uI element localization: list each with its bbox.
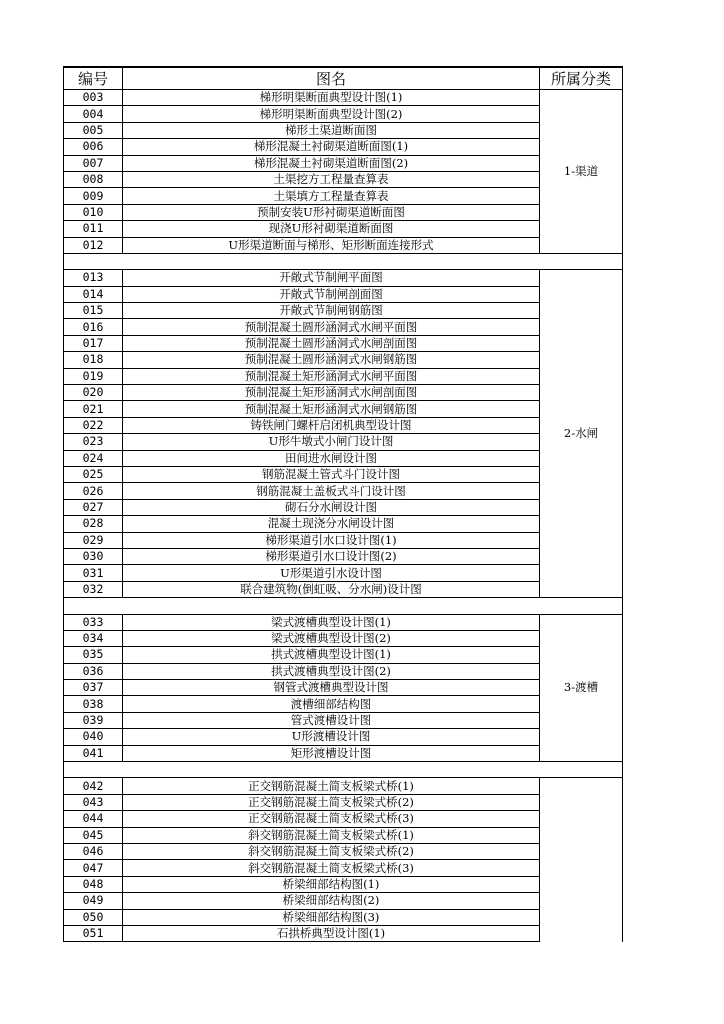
drawing-name: 渡槽细部结构图 bbox=[123, 696, 540, 712]
drawing-index-table bbox=[63, 66, 623, 942]
drawing-number: 036 bbox=[64, 663, 123, 679]
drawing-number: 045 bbox=[64, 827, 123, 843]
drawing-number: 039 bbox=[64, 712, 123, 728]
drawing-number: 030 bbox=[64, 548, 123, 564]
drawing-number: 019 bbox=[64, 368, 123, 384]
table-row bbox=[64, 680, 623, 696]
table-row bbox=[64, 417, 623, 433]
drawing-name: 钢筋混凝土管式斗门设计图 bbox=[123, 466, 540, 482]
drawing-name: 管式渡槽设计图 bbox=[123, 712, 540, 728]
table-row bbox=[64, 188, 623, 204]
table-row bbox=[64, 221, 623, 237]
group-separator-row bbox=[64, 253, 623, 269]
table-row bbox=[64, 696, 623, 712]
drawing-number: 014 bbox=[64, 286, 123, 302]
table-row bbox=[64, 876, 623, 892]
drawing-number: 018 bbox=[64, 352, 123, 368]
drawing-name: 梯形混凝土衬砌渠道断面图(1) bbox=[123, 139, 540, 155]
drawing-name: 土渠挖方工程量查算表 bbox=[123, 171, 540, 187]
drawing-name: 正交钢筋混凝土简支板梁式桥(3) bbox=[123, 811, 540, 827]
drawing-name: 土渠填方工程量查算表 bbox=[123, 188, 540, 204]
drawing-number: 007 bbox=[64, 155, 123, 171]
drawing-name: U形渠道引水设计图 bbox=[123, 565, 540, 581]
drawing-name: 斜交钢筋混凝土简支板梁式桥(3) bbox=[123, 860, 540, 876]
table-row bbox=[64, 581, 623, 597]
table-row bbox=[64, 106, 623, 122]
table-row bbox=[64, 434, 623, 450]
table-row bbox=[64, 745, 623, 761]
group-separator-row bbox=[64, 762, 623, 778]
drawing-name: 梯形渠道引水口设计图(1) bbox=[123, 532, 540, 548]
drawing-number: 024 bbox=[64, 450, 123, 466]
table-row bbox=[64, 843, 623, 859]
table-row bbox=[64, 286, 623, 302]
table-row bbox=[64, 450, 623, 466]
category-cell: 1-渠道 bbox=[540, 90, 623, 254]
drawing-number: 026 bbox=[64, 483, 123, 499]
header-category: 所属分类 bbox=[540, 67, 623, 90]
drawing-number: 020 bbox=[64, 385, 123, 401]
table-row bbox=[64, 237, 623, 253]
category-cell: 2-水闸 bbox=[540, 270, 623, 598]
drawing-name: 桥梁细部结构图(1) bbox=[123, 876, 540, 892]
drawing-name: 梯形明渠断面典型设计图(2) bbox=[123, 106, 540, 122]
drawing-number: 012 bbox=[64, 237, 123, 253]
drawing-number: 015 bbox=[64, 303, 123, 319]
table-row bbox=[64, 155, 623, 171]
drawing-name: 铸铁闸门螺杆启闭机典型设计图 bbox=[123, 417, 540, 433]
drawing-number: 009 bbox=[64, 188, 123, 204]
drawing-number: 016 bbox=[64, 319, 123, 335]
table-row bbox=[64, 827, 623, 843]
drawing-number: 033 bbox=[64, 614, 123, 630]
drawing-number: 040 bbox=[64, 729, 123, 745]
drawing-number: 037 bbox=[64, 680, 123, 696]
drawing-name: 拱式渡槽典型设计图(2) bbox=[123, 663, 540, 679]
drawing-number: 032 bbox=[64, 581, 123, 597]
table-row bbox=[64, 630, 623, 646]
drawing-name: 梁式渡槽典型设计图(2) bbox=[123, 630, 540, 646]
drawing-number: 043 bbox=[64, 794, 123, 810]
table-row bbox=[64, 811, 623, 827]
table-row bbox=[64, 270, 623, 286]
drawing-number: 013 bbox=[64, 270, 123, 286]
drawing-number: 038 bbox=[64, 696, 123, 712]
table-row bbox=[64, 565, 623, 581]
drawing-name: 矩形渡槽设计图 bbox=[123, 745, 540, 761]
drawing-name: 现浇U形衬砌渠道断面图 bbox=[123, 221, 540, 237]
drawing-number: 006 bbox=[64, 139, 123, 155]
drawing-name: 梯形渠道引水口设计图(2) bbox=[123, 548, 540, 564]
header-drawing-name: 图名 bbox=[123, 67, 540, 90]
header-row bbox=[64, 67, 623, 90]
drawing-number: 003 bbox=[64, 90, 123, 106]
drawing-name: 预制混凝土圆形涵洞式水闸平面图 bbox=[123, 319, 540, 335]
table-row bbox=[64, 483, 623, 499]
drawing-number: 022 bbox=[64, 417, 123, 433]
drawing-name: 桥梁细部结构图(3) bbox=[123, 909, 540, 925]
table-row bbox=[64, 401, 623, 417]
drawing-name: 预制混凝土矩形涵洞式水闸剖面图 bbox=[123, 385, 540, 401]
drawing-index-sheet bbox=[63, 66, 623, 942]
drawing-number: 021 bbox=[64, 401, 123, 417]
table-row bbox=[64, 385, 623, 401]
drawing-number: 027 bbox=[64, 499, 123, 515]
table-row bbox=[64, 368, 623, 384]
drawing-name: 预制安装U形衬砌渠道断面图 bbox=[123, 204, 540, 220]
table-row bbox=[64, 122, 623, 138]
header-number: 编号 bbox=[64, 67, 123, 90]
drawing-number: 050 bbox=[64, 909, 123, 925]
category-cell bbox=[540, 778, 623, 942]
drawing-name: 正交钢筋混凝土简支板梁式桥(1) bbox=[123, 778, 540, 794]
drawing-name: 开敞式节制闸剖面图 bbox=[123, 286, 540, 302]
separator-cell bbox=[64, 253, 623, 269]
drawing-number: 048 bbox=[64, 876, 123, 892]
drawing-name: U形牛墩式小闸门设计图 bbox=[123, 434, 540, 450]
drawing-name: 梯形明渠断面典型设计图(1) bbox=[123, 90, 540, 106]
drawing-number: 029 bbox=[64, 532, 123, 548]
drawing-number: 044 bbox=[64, 811, 123, 827]
drawing-number: 042 bbox=[64, 778, 123, 794]
drawing-name: 预制混凝土矩形涵洞式水闸平面图 bbox=[123, 368, 540, 384]
drawing-number: 010 bbox=[64, 204, 123, 220]
table-row bbox=[64, 204, 623, 220]
drawing-number: 023 bbox=[64, 434, 123, 450]
drawing-number: 017 bbox=[64, 335, 123, 351]
drawing-number: 005 bbox=[64, 122, 123, 138]
drawing-name: 混凝土现浇分水闸设计图 bbox=[123, 516, 540, 532]
drawing-number: 049 bbox=[64, 893, 123, 909]
table-row bbox=[64, 909, 623, 925]
drawing-number: 041 bbox=[64, 745, 123, 761]
drawing-name: U形渠道断面与梯形、矩形断面连接形式 bbox=[123, 237, 540, 253]
separator-cell bbox=[64, 762, 623, 778]
table-row bbox=[64, 499, 623, 515]
drawing-name: 田间进水闸设计图 bbox=[123, 450, 540, 466]
drawing-number: 031 bbox=[64, 565, 123, 581]
drawing-name: 桥梁细部结构图(2) bbox=[123, 893, 540, 909]
table-row bbox=[64, 647, 623, 663]
table-row bbox=[64, 90, 623, 106]
table-row bbox=[64, 729, 623, 745]
drawing-name: 砌石分水闸设计图 bbox=[123, 499, 540, 515]
table-row bbox=[64, 532, 623, 548]
drawing-name: 斜交钢筋混凝土简支板梁式桥(1) bbox=[123, 827, 540, 843]
table-row bbox=[64, 663, 623, 679]
table-row bbox=[64, 303, 623, 319]
drawing-name: 开敞式节制闸平面图 bbox=[123, 270, 540, 286]
table-row bbox=[64, 548, 623, 564]
drawing-name: 联合建筑物(倒虹吸、分水闸)设计图 bbox=[123, 581, 540, 597]
drawing-name: 梯形混凝土衬砌渠道断面图(2) bbox=[123, 155, 540, 171]
table-row bbox=[64, 171, 623, 187]
drawing-number: 034 bbox=[64, 630, 123, 646]
table-row bbox=[64, 139, 623, 155]
drawing-name: 钢筋混凝土盖板式斗门设计图 bbox=[123, 483, 540, 499]
table-row bbox=[64, 712, 623, 728]
drawing-name: 梯形土渠道断面图 bbox=[123, 122, 540, 138]
table-row bbox=[64, 614, 623, 630]
drawing-name: 拱式渡槽典型设计图(1) bbox=[123, 647, 540, 663]
drawing-number: 035 bbox=[64, 647, 123, 663]
drawing-name: 钢管式渡槽典型设计图 bbox=[123, 680, 540, 696]
drawing-number: 046 bbox=[64, 843, 123, 859]
drawing-name: 石拱桥典型设计图(1) bbox=[123, 925, 540, 941]
table-row bbox=[64, 319, 623, 335]
drawing-number: 047 bbox=[64, 860, 123, 876]
drawing-number: 028 bbox=[64, 516, 123, 532]
table-row bbox=[64, 516, 623, 532]
table-row bbox=[64, 860, 623, 876]
drawing-number: 008 bbox=[64, 171, 123, 187]
group-separator-row bbox=[64, 598, 623, 614]
category-cell: 3-渡槽 bbox=[540, 614, 623, 762]
table-row bbox=[64, 893, 623, 909]
separator-cell bbox=[64, 598, 623, 614]
drawing-name: 斜交钢筋混凝土简支板梁式桥(2) bbox=[123, 843, 540, 859]
drawing-number: 051 bbox=[64, 925, 123, 941]
drawing-name: 开敞式节制闸钢筋图 bbox=[123, 303, 540, 319]
drawing-number: 011 bbox=[64, 221, 123, 237]
drawing-name: 预制混凝土矩形涵洞式水闸钢筋图 bbox=[123, 401, 540, 417]
table-row bbox=[64, 925, 623, 941]
drawing-number: 004 bbox=[64, 106, 123, 122]
table-row bbox=[64, 778, 623, 794]
table-row bbox=[64, 352, 623, 368]
drawing-name: 正交钢筋混凝土简支板梁式桥(2) bbox=[123, 794, 540, 810]
table-body bbox=[64, 90, 623, 942]
drawing-name: 梁式渡槽典型设计图(1) bbox=[123, 614, 540, 630]
drawing-name: 预制混凝土圆形涵洞式水闸剖面图 bbox=[123, 335, 540, 351]
table-row bbox=[64, 794, 623, 810]
drawing-name: U形渡槽设计图 bbox=[123, 729, 540, 745]
table-row bbox=[64, 466, 623, 482]
table-row bbox=[64, 335, 623, 351]
drawing-name: 预制混凝土圆形涵洞式水闸钢筋图 bbox=[123, 352, 540, 368]
drawing-number: 025 bbox=[64, 466, 123, 482]
